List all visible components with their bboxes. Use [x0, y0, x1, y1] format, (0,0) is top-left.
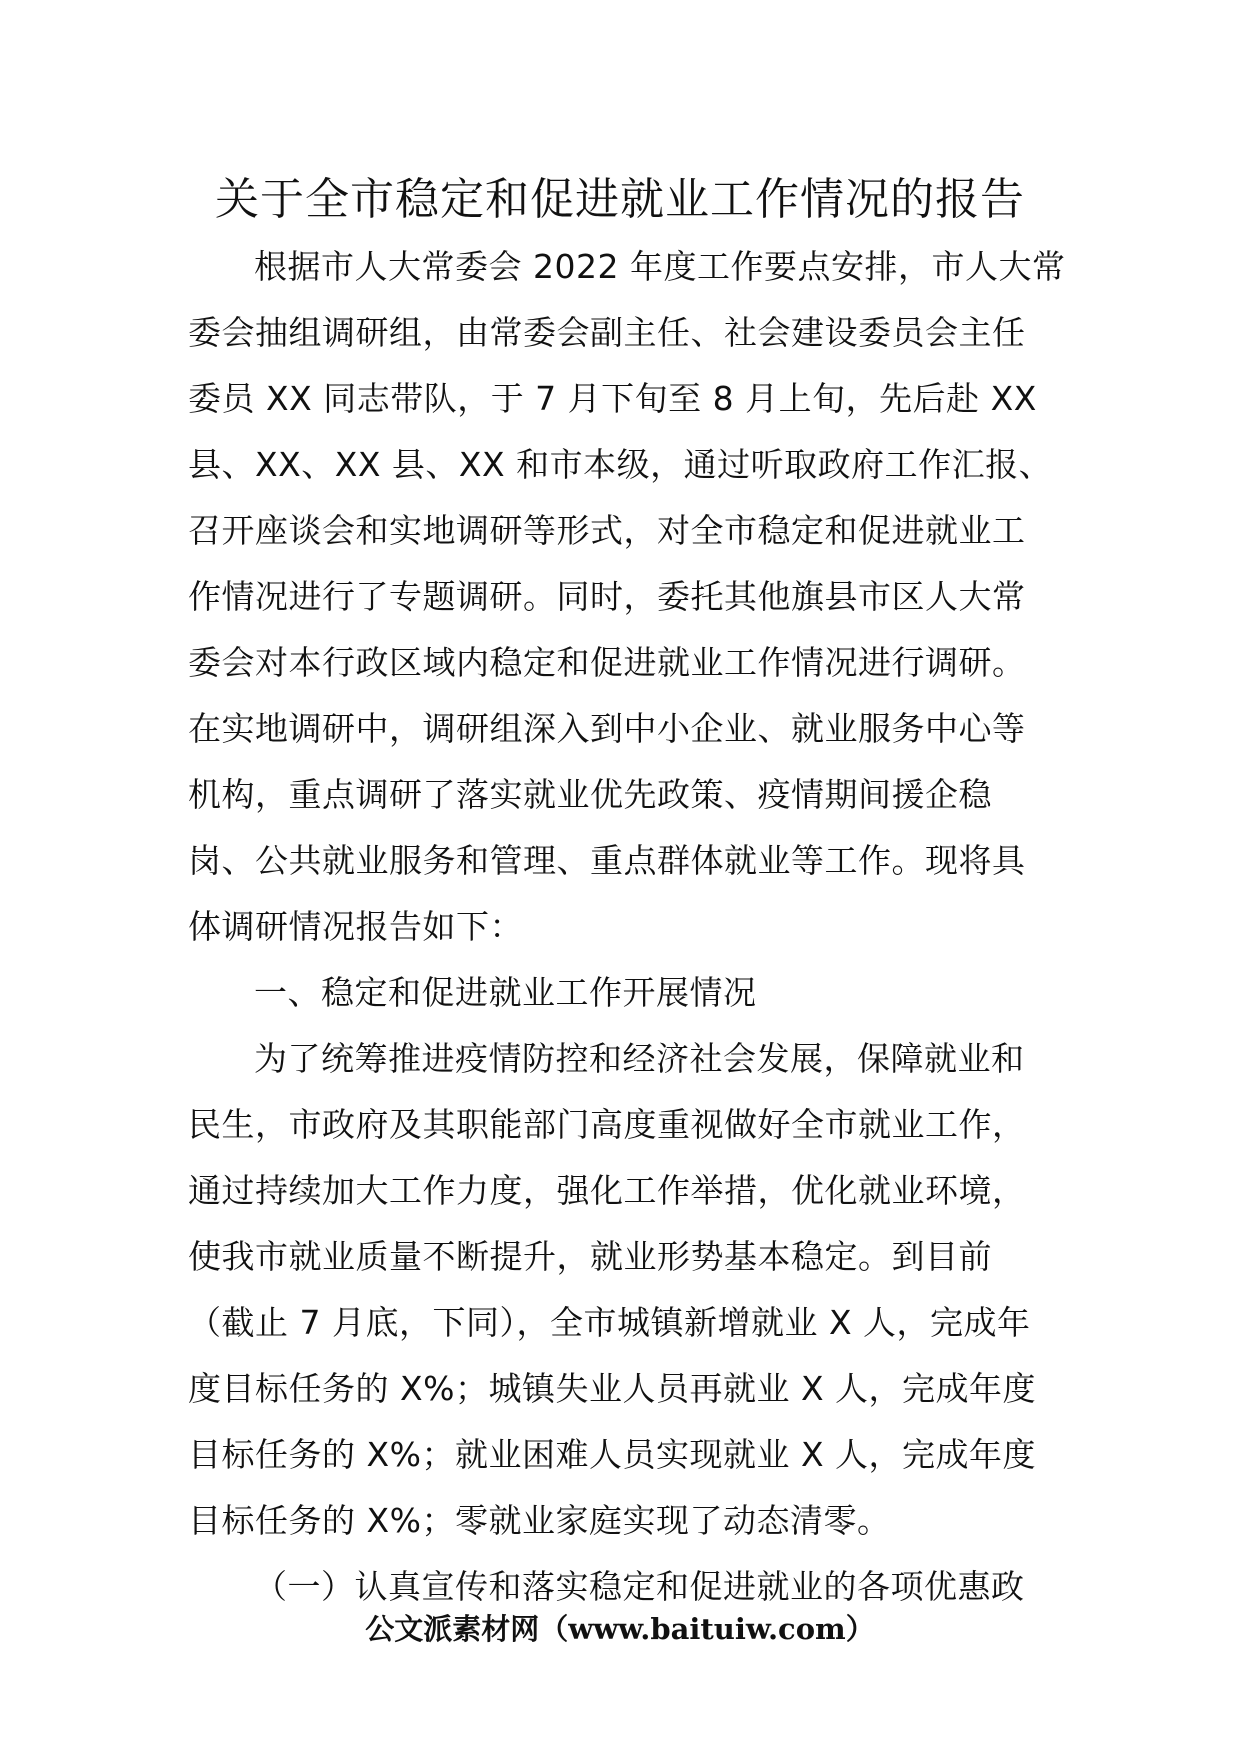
paragraph-line: 委会抽组调研组，由常委会副主任、社会建设委员会主任	[188, 313, 1026, 352]
paragraph-line: 在实地调研中，调研组深入到中小企业、就业服务中心等	[188, 709, 1026, 748]
paragraph-line: 作情况进行了专题调研。同时，委托其他旗县市区人大常	[188, 577, 1026, 616]
paragraph-line: 县、XX、XX 县、XX 和市本级，通过听取政府工作汇报、	[188, 445, 1053, 484]
paragraph-line: 根据市人大常委会 2022 年度工作要点安排，市人大常	[254, 247, 1066, 286]
paragraph-line: 委员 XX 同志带队，于 7 月下旬至 8 月上旬，先后赴 XX	[188, 379, 1037, 418]
paragraph-line: 委会对本行政区域内稳定和促进就业工作情况进行调研。	[188, 643, 1026, 682]
section-heading: 一、稳定和促进就业工作开展情况	[254, 973, 757, 1012]
paragraph-line: 使我市就业质量不断提升，就业形势基本稳定。到目前	[188, 1237, 992, 1276]
paragraph-line: 为了统筹推进疫情防控和经济社会发展，保障就业和	[254, 1039, 1025, 1078]
paragraph-line: 岗、公共就业服务和管理、重点群体就业等工作。现将具	[188, 841, 1026, 880]
document-title: 关于全市稳定和促进就业工作情况的报告	[215, 174, 1025, 225]
paragraph-line: 通过持续加大工作力度，强化工作举措，优化就业环境，	[188, 1171, 1026, 1210]
paragraph-line: 目标任务的 X%；就业困难人员实现就业 X 人，完成年度	[188, 1435, 1037, 1474]
paragraph-line: 目标任务的 X%；零就业家庭实现了动态清零。	[188, 1501, 891, 1540]
subsection-heading: （一）认真宣传和落实稳定和促进就业的各项优惠政	[254, 1567, 1025, 1606]
paragraph-line: 体调研情况报告如下：	[188, 907, 523, 946]
paragraph-line: （截止 7 月底，下同），全市城镇新增就业 X 人，完成年	[188, 1303, 1031, 1342]
paragraph-line: 民生，市政府及其职能部门高度重视做好全市就业工作，	[188, 1105, 1026, 1144]
document-body	[188, 234, 1066, 1620]
footer-watermark: 公文派素材网（www.baituiw.com）	[365, 1612, 875, 1646]
paragraph-line: 度目标任务的 X%；城镇失业人员再就业 X 人，完成年度	[188, 1369, 1037, 1408]
paragraph-line: 召开座谈会和实地调研等形式，对全市稳定和促进就业工	[188, 511, 1026, 550]
paragraph-line: 机构，重点调研了落实就业优先政策、疫情期间援企稳	[188, 775, 992, 814]
